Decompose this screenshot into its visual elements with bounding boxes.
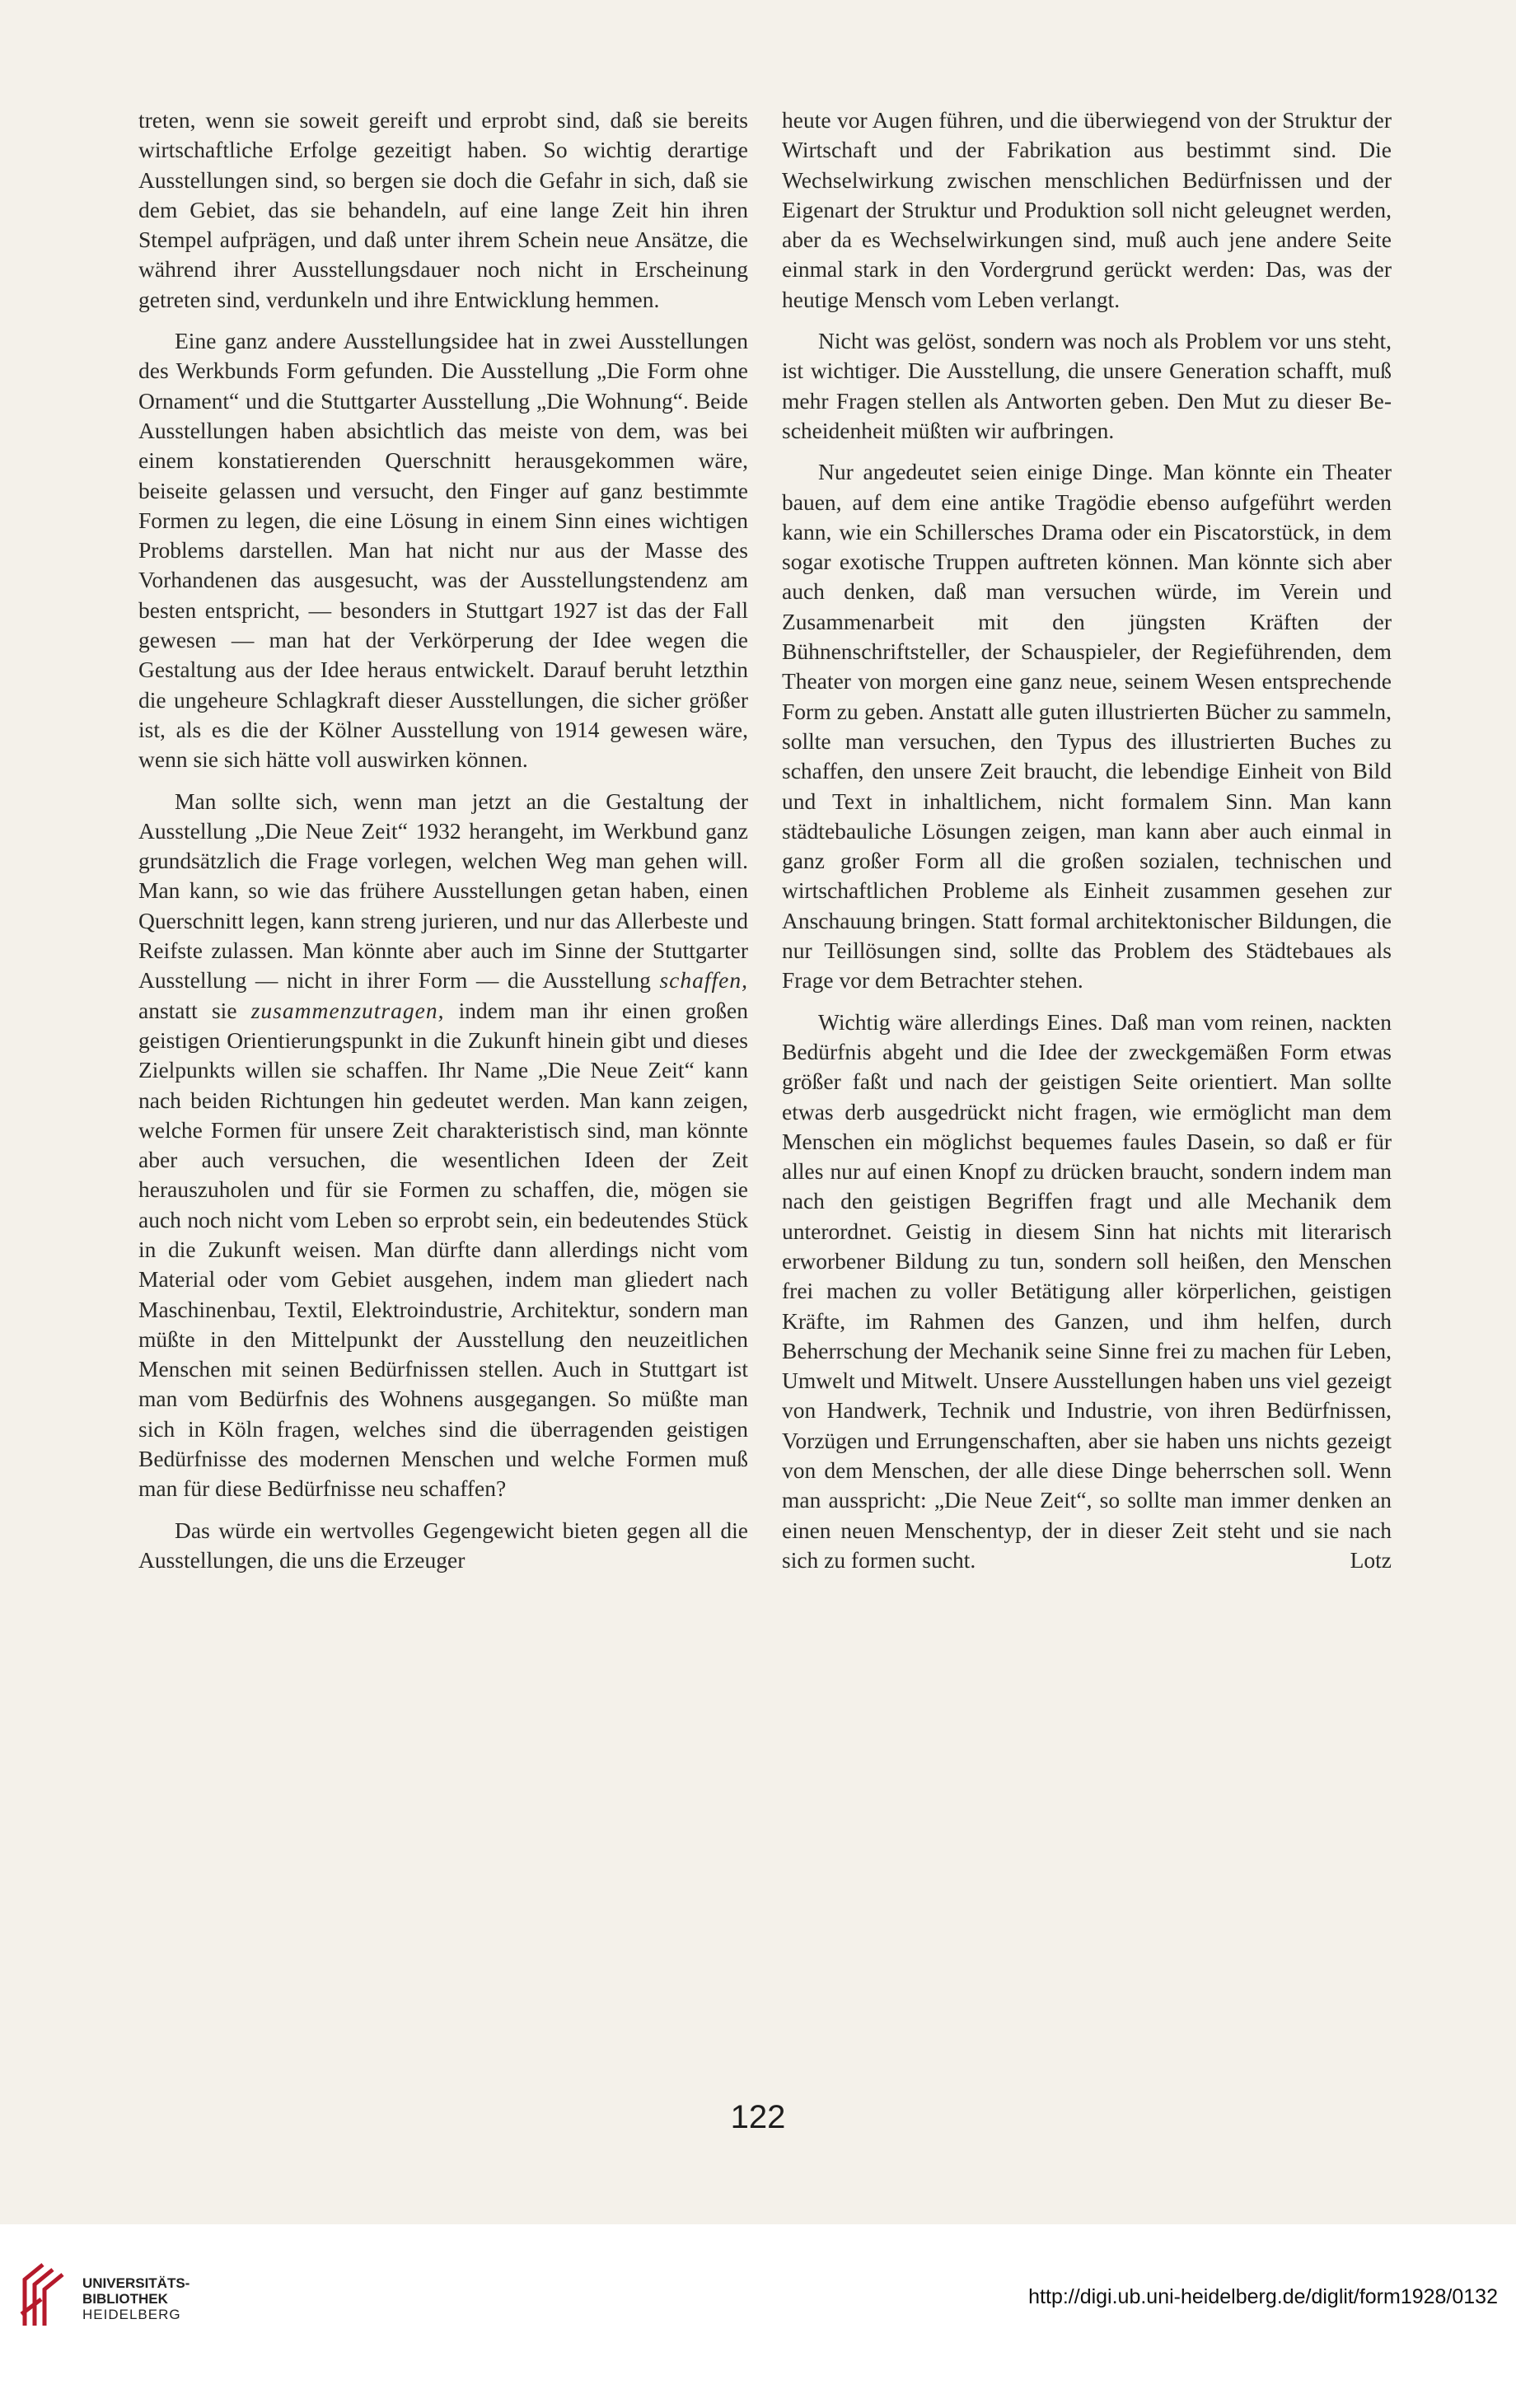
paragraph xyxy=(782,1008,1392,1576)
library-name xyxy=(82,2275,190,2322)
library-name-line: HEIDELBERG xyxy=(82,2307,181,2322)
source-url-link[interactable]: http://digi.ub.uni-heidelberg.de/diglit/form1928/0132 xyxy=(1028,2285,1498,2308)
emphasized-text: zusammenzutragen, xyxy=(250,997,445,1023)
text-run: anstatt sie xyxy=(138,997,251,1023)
page-number: 122 xyxy=(730,2099,786,2135)
paragraph: treten, wenn sie soweit gereift und erprobt sind, daß sie bereits wirtschaftliche Erfolge gezeitigt haben. So wichtig derartige Ausstellungen sind, so bergen sie doch die Gefahr in sich, daß sie dem Gebiet, das sie behandeln, auf eine lange Zeit hin ihren Stempel aufprägen, und daß unter ihrem Schein neue Ansätze, die während ihrer Ausstellungsdauer noch nicht in Erscheinung getreten sind, verdunkeln und ihre Entwicklung hemmen. xyxy=(138,107,748,312)
paragraph: Nur angedeutet seien einige Dinge. Man könnte ein Theater bauen, auf dem eine antike Tragödie ebenso aufgeführt werden kann, wie ein Schillersches Drama oder ein Piscatorstück, in dem sogar exotische Truppen auftreten können. Man könnte sich aber auch denken, daß man versuchen würde, im Verein und Zusammenarbeit mit den jüngsten Kräften der Bühnenschriftsteller, der Schauspieler, der Regieführenden, dem Theater von morgen eine ganz neue, seinem Wesen entsprechende Form zu geben. Anstatt alle guten illustrierten Bücher zu sammeln, sollte man versuchen, den Typus des illustrierten Buches zu schaffen, den unsere Zeit braucht, die lebendige Einheit von Bild und Text in inhaltlichem, nicht formalem Sinn. Man kann städtebauliche Lösungen zeigen, man kann aber auch einmal in ganz großer Form all die großen sozialen, technischen und wirtschaftlichen Probleme als Einheit zusammen gesehen zur Anschauung bringen. Statt formal architektonischer Bildungen, die nur Teillösungen sind, sollte das Problem des Städtebaues als Frage vor dem Betrachter stehen. xyxy=(782,459,1392,994)
emphasized-text: schaffen, xyxy=(659,967,748,994)
right-text-column xyxy=(782,105,1392,1587)
paragraph: Eine ganz andere Ausstellungsidee hat in zwei Ausstellungen des Werkbunds Form gefunden. Die Ausstellung „Die Form ohne Ornament“ und die Stuttgarter Ausstellung „Die Wohnung“. Beide Ausstellungen haben absichtlich das meiste von dem, was bei einem konstatierenden Querschnitt herausgekommen wäre, beiseite gelassen und versucht, den Finger auf ganz bestimmte Formen zu legen, die eine Lösung in einem Sinn eines wichtigen Problems darstellen. Man hat nicht nur aus der Masse des Vorhandenen das ausgesucht, was der Ausstellungstendenz am besten entspricht, — besonders in Stuttgart 1927 ist das der Fall gewesen — man hat der Verkörperung der Idee wegen die Gestaltung aus der Idee heraus entwickelt. Darauf beruht letzthin die ungeheure Schlagkraft dieser Ausstellungen, die sicher größer ist, als es die der Kölner Ausstellung von 1914 gewesen wäre, wenn sie sich hätte voll auswirken können. xyxy=(138,328,748,773)
library-name-line: BIBLIOTHEK xyxy=(82,2291,168,2307)
footer-bar xyxy=(0,2224,1516,2408)
paragraph xyxy=(138,787,748,1504)
author-signature: Lotz xyxy=(1350,1546,1392,1573)
library-logo-icon xyxy=(18,2261,71,2327)
left-text-column xyxy=(138,105,748,1587)
paragraph: Nicht was gelöst, sondern was noch als Problem vor uns steht, ist wichtiger. Die Ausstellung, die unsere Generation schafft, muß mehr Fragen stellen als Antworten geben. Den Mut zu dieser Bescheidenheit müßten wir aufbringen. xyxy=(782,328,1392,443)
paragraph: heute vor Augen führen, und die überwiegend von der Struktur der Wirtschaft und der Fabrikation aus bestimmt sind. Die Wechselwirkung zwischen menschlichen Bedürfnissen und der Eigenart der Struktur und Produktion soll nicht geleugnet werden, aber da es Wechselwirkungen sind, muß auch jene andere Seite einmal stark in den Vordergrund gerückt werden: Das, was der heutige Mensch vom Leben verlangt. xyxy=(782,107,1392,312)
library-name-line: UNIVERSITÄTS- xyxy=(82,2275,190,2291)
text-run: Wichtig wäre allerdings Eines. Daß man vom reinen, nackten Bedürfnis abgeht und die Idee der zweckgemäßen Form etwas größer faßt und nach der geistigen Seite orientiert. Man sollte etwas derb ausgedrückt nicht fragen, wie ermöglicht man dem Menschen ein möglichst bequemes faules Dasein, so daß er für alles nur auf einen Knopf zu drücken braucht, sondern indem man nach den geistigen Begriffen fragt und alle Mechanik dem unterordnet. Geistig in diesem Sinn hat nichts mit literarisch erworbener Bildung zu tun, sondern soll heißen, den Menschen frei machen zu voller Betätigung aller körperlichen, geistigen Kräfte, im Rahmen des Ganzen, und ihm helfen, durch Beherrschung der Mechanik seine Sinne frei zu machen für Leben, Umwelt und Mitwelt. Unsere Ausstellungen haben uns viel gezeigt von Handwerk, Technik und Industrie, von ihren Bedürfnissen, Vorzügen und Errungenschaften, aber sie haben uns nichts gezeigt von dem Menschen, der alle diese Dinge beherrschen soll. Wenn man ausspricht: „Die Neue Zeit“, so sollte man immer denken an einen neuen Menschentyp, der in dieser Zeit steht und sie nach sich zu formen sucht. xyxy=(782,1008,1392,1573)
text-run: indem man ihr einen großen geistigen Orientierungspunkt in die Zukunft hinein gibt und dieses Zielpunkts willen sie schaffen. Ihr Name „Die Neue Zeit“ kann nach beiden Richtungen hin gedeutet werden. Man kann zeigen, welche Formen für unsere Zeit charakteristisch sind, man könnte aber auch versuchen, die wesentlichen Ideen der Zeit herauszuholen und für sie Formen zu schaffen, die, mögen sie auch noch nicht vom Leben so erprobt sein, ein bedeutendes Stück in die Zukunft weisen. Man dürfte dann allerdings nicht vom Material oder vom Gebiet ausgehen, indem man gliedert nach Maschinenbau, Textil, Elektroindustrie, Architektur, sondern man müßte in den Mittelpunkt der Ausstellung den neuzeitlichen Menschen mit seinen Bedürfnissen stellen. Auch in Stuttgart ist man vom Bedürfnis des Wohnens ausgegangen. So müßte man sich in Köln fragen, welches sind die überragenden geistigen Bedürfnisse des modernen Menschen und welche Formen muß man für diese Bedürfnisse neu schaffen? xyxy=(138,997,748,1502)
paragraph: Das würde ein wertvolles Gegengewicht bieten gegen all die Ausstellungen, die uns die Erzeuger xyxy=(138,1517,748,1573)
text-run: Man sollte sich, wenn man jetzt an die Gestaltung der Ausstellung „Die Neue Zeit“ 1932 herangeht, im Werkbund ganz grundsätzlich die Frage vorlegen, welchen Weg man gehen will. Man kann, so wie das frühere Ausstellungen getan haben, einen Querschnitt legen, kann streng jurieren, und nur das Allerbeste und Reifste zulassen. Man könnte aber auch im Sinne der Stuttgarter Ausstellung — nicht in ihrer Form — die Ausstellung xyxy=(138,788,748,994)
